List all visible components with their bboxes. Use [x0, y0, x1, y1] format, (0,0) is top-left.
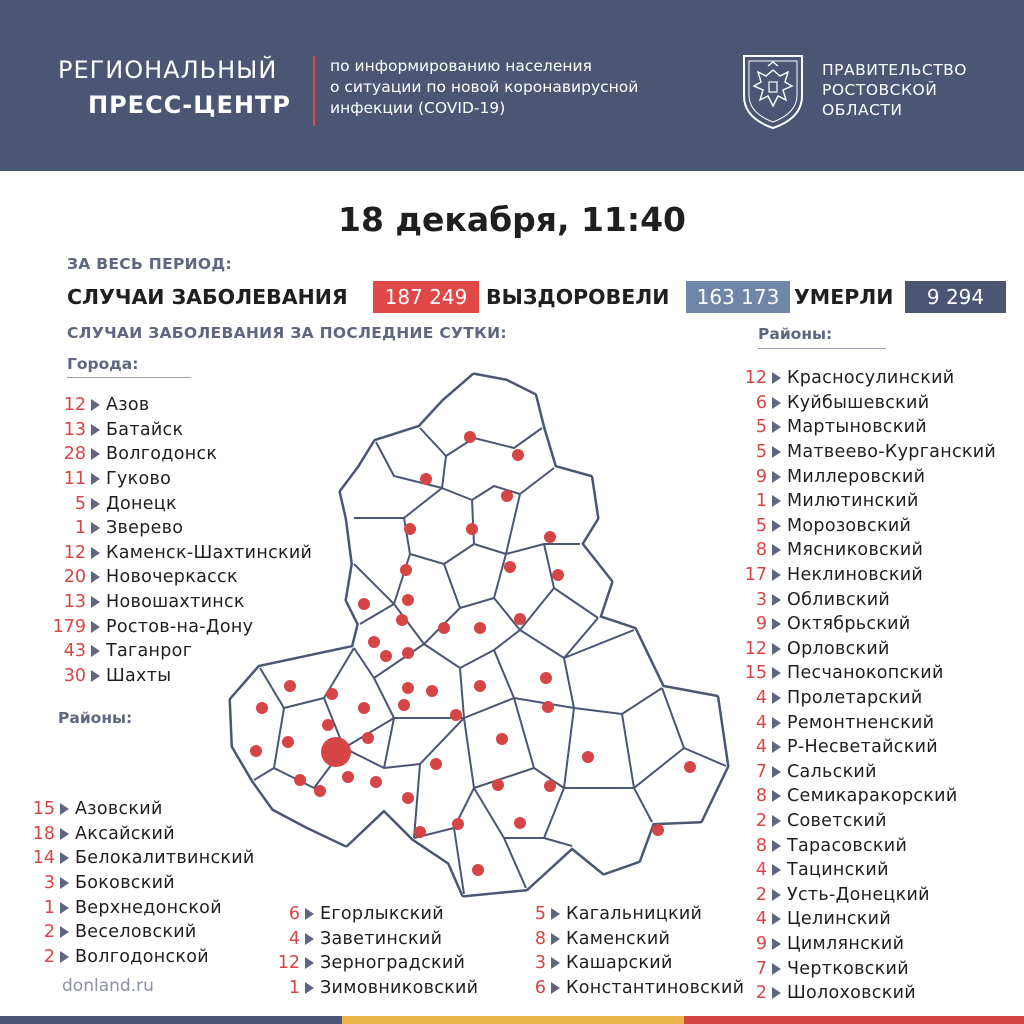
case-count: 4	[755, 712, 767, 733]
case-count: 8	[755, 835, 767, 856]
triangle-right-icon	[91, 399, 100, 411]
triangle-right-icon	[772, 372, 781, 384]
case-count: 6	[755, 392, 767, 413]
list-item	[740, 391, 996, 416]
locality-name: Аксайский	[75, 823, 175, 844]
locality-name: Верхнедонской	[75, 897, 222, 918]
districts-title-underline	[758, 348, 886, 349]
case-count: 4	[755, 737, 767, 758]
deaths-value-badge: 9 294	[905, 281, 1006, 313]
recovered-label: ВЫЗДОРОВЕЛИ	[486, 285, 670, 309]
locality-name: Семикаракорский	[787, 786, 958, 807]
locality-name: Донецк	[106, 493, 177, 514]
locality-name: Мартыновский	[787, 417, 927, 438]
case-count: 13	[63, 592, 86, 613]
triangle-right-icon	[91, 596, 100, 608]
case-count: 3	[43, 873, 55, 894]
brand-title-line1: РЕГИОНАЛЬНЫЙ	[58, 56, 278, 84]
locality-name: Куйбышевский	[787, 392, 930, 413]
triangle-right-icon	[305, 908, 314, 920]
locality-name: Новошахтинск	[106, 592, 245, 613]
case-count: 6	[288, 904, 300, 925]
list-item	[22, 846, 255, 871]
triangle-right-icon	[91, 424, 100, 436]
triangle-right-icon	[772, 790, 781, 802]
case-count: 12	[63, 395, 86, 416]
daily-cases-label: СЛУЧАИ ЗАБОЛЕВАНИЯ ЗА ПОСЛЕДНИЕ СУТКИ:	[67, 324, 507, 342]
list-item	[740, 415, 996, 440]
case-count: 5	[755, 515, 767, 536]
case-count: 6	[534, 978, 546, 999]
list-item	[740, 784, 996, 809]
case-count: 2	[43, 946, 55, 967]
case-count: 1	[74, 518, 86, 539]
list-item	[740, 514, 996, 539]
triangle-right-icon	[772, 643, 781, 655]
triangle-right-icon	[772, 692, 781, 704]
case-count: 9	[755, 614, 767, 635]
government-name-line: ПРАВИТЕЛЬСТВО	[822, 61, 968, 79]
triangle-right-icon	[60, 803, 69, 815]
triangle-right-icon	[772, 963, 781, 975]
triangle-right-icon	[772, 815, 781, 827]
triangle-right-icon	[305, 933, 314, 945]
list-item	[740, 809, 996, 834]
locality-name: Матвеево-Курганский	[787, 442, 997, 463]
triangle-right-icon	[91, 670, 100, 682]
triangle-right-icon	[305, 982, 314, 994]
locality-name: Мясниковский	[787, 540, 924, 561]
case-count: 14	[32, 848, 55, 869]
triangle-right-icon	[772, 397, 781, 409]
triangle-right-icon	[91, 522, 100, 534]
triangle-right-icon	[60, 951, 69, 963]
region-map	[224, 368, 744, 908]
case-count: 15	[744, 663, 767, 684]
list-item	[22, 895, 255, 920]
recovered-value-badge: 163 173	[686, 281, 790, 313]
brand-divider	[313, 56, 315, 126]
triangle-right-icon	[772, 421, 781, 433]
triangle-right-icon	[91, 621, 100, 633]
list-item	[740, 489, 996, 514]
list-item	[270, 951, 478, 976]
case-count: 7	[755, 761, 767, 782]
case-count: 43	[63, 641, 86, 662]
locality-name: Азов	[106, 395, 150, 416]
triangle-right-icon	[91, 498, 100, 510]
locality-name: Каменский	[566, 928, 671, 949]
locality-name: Азовский	[75, 799, 163, 820]
locality-name: Тарасовский	[787, 835, 908, 856]
list-item	[740, 932, 996, 957]
locality-name: Шахты	[106, 665, 172, 686]
triangle-right-icon	[772, 717, 781, 729]
locality-name: Егорлыкский	[320, 904, 444, 925]
triangle-right-icon	[60, 877, 69, 889]
list-item	[740, 710, 996, 735]
case-count: 8	[534, 928, 546, 949]
locality-name: Тацинский	[787, 860, 889, 881]
case-count: 28	[63, 444, 86, 465]
footer-url: donland.ru	[62, 976, 154, 996]
list-item	[740, 686, 996, 711]
list-item	[740, 882, 996, 907]
locality-name: Гуково	[106, 469, 172, 490]
list-item	[740, 563, 996, 588]
triangle-right-icon	[91, 571, 100, 583]
triangle-right-icon	[772, 594, 781, 606]
case-count: 11	[63, 469, 86, 490]
case-count: 3	[534, 953, 546, 974]
triangle-right-icon	[551, 908, 560, 920]
locality-name: Орловский	[787, 638, 890, 659]
districts-right-title: Районы:	[758, 325, 833, 343]
case-count: 2	[755, 810, 767, 831]
brand-description-line: о ситуации по новой коронавирусной	[330, 78, 639, 96]
locality-name: Ремонтненский	[787, 712, 935, 733]
cases-value-badge: 187 249	[373, 281, 479, 313]
brand-title-line2: ПРЕСС-ЦЕНТР	[88, 91, 291, 119]
footer-stripe-blue	[0, 1016, 342, 1024]
locality-name: Новочеркасск	[106, 567, 238, 588]
locality-name: Усть-Донецкий	[787, 884, 930, 905]
brand-description-line: инфекции (COVID-19)	[330, 99, 506, 117]
districts-list-left	[22, 797, 255, 969]
report-date: 18 декабря, 11:40	[337, 200, 687, 239]
triangle-right-icon	[60, 902, 69, 914]
locality-name: Красносулинский	[787, 368, 955, 389]
triangle-right-icon	[772, 667, 781, 679]
list-item	[22, 945, 255, 970]
list-item	[740, 760, 996, 785]
triangle-right-icon	[551, 933, 560, 945]
locality-name: Сальский	[787, 761, 877, 782]
list-item	[740, 735, 996, 760]
brand-description	[330, 56, 638, 119]
case-count: 17	[744, 565, 767, 586]
cases-label: СЛУЧАИ ЗАБОЛЕВАНИЯ	[67, 285, 348, 309]
locality-name: Боковский	[75, 873, 175, 894]
case-count: 3	[755, 589, 767, 610]
list-item	[22, 920, 255, 945]
coat-of-arms-icon	[738, 52, 808, 130]
brand-description-line: по информированию населения	[330, 57, 592, 75]
triangle-right-icon	[772, 495, 781, 507]
list-item	[740, 637, 996, 662]
triangle-right-icon	[60, 852, 69, 864]
case-count: 5	[755, 417, 767, 438]
case-count: 12	[63, 542, 86, 563]
list-item	[740, 833, 996, 858]
case-count: 8	[755, 540, 767, 561]
case-count: 20	[63, 567, 86, 588]
list-item	[740, 956, 996, 981]
case-count: 7	[755, 958, 767, 979]
footer-stripe-yellow	[342, 1016, 684, 1024]
case-count: 1	[43, 897, 55, 918]
case-count: 4	[755, 860, 767, 881]
districts-list-right	[740, 366, 996, 1005]
triangle-right-icon	[772, 618, 781, 630]
case-count: 4	[288, 928, 300, 949]
locality-name: Константиновский	[566, 978, 745, 999]
government-name-line: РОСТОВСКОЙ	[822, 81, 938, 99]
locality-name: Волгодонск	[106, 444, 218, 465]
list-item	[740, 440, 996, 465]
locality-name: Зверево	[106, 518, 184, 539]
triangle-right-icon	[91, 448, 100, 460]
list-item	[740, 907, 996, 932]
case-count: 4	[755, 688, 767, 709]
case-count: 9	[755, 933, 767, 954]
case-count: 179	[52, 616, 86, 637]
locality-name: Заветинский	[320, 928, 443, 949]
triangle-right-icon	[551, 982, 560, 994]
locality-name: Волгодонской	[75, 946, 209, 967]
list-item	[740, 464, 996, 489]
list-item	[22, 822, 255, 847]
locality-name: Советский	[787, 810, 887, 831]
locality-name: Белокалитвинский	[75, 848, 255, 869]
list-item	[516, 951, 744, 976]
locality-name: Неклиновский	[787, 565, 924, 586]
districts-list-middle-1	[270, 902, 478, 1000]
triangle-right-icon	[91, 645, 100, 657]
case-count: 13	[63, 419, 86, 440]
locality-name: Веселовский	[75, 922, 197, 943]
footer-stripe-red	[684, 1016, 1024, 1024]
locality-name: Милютинский	[787, 491, 919, 512]
triangle-right-icon	[60, 926, 69, 938]
triangle-right-icon	[772, 446, 781, 458]
triangle-right-icon	[772, 520, 781, 532]
government-name	[822, 60, 967, 120]
districts-left-title: Районы:	[58, 709, 133, 727]
list-item	[270, 927, 478, 952]
period-label: ЗА ВЕСЬ ПЕРИОД:	[67, 255, 232, 273]
triangle-right-icon	[91, 473, 100, 485]
cities-title-underline	[67, 377, 191, 378]
list-item	[740, 538, 996, 563]
locality-name: Обливский	[787, 589, 891, 610]
locality-name: Цимлянский	[787, 933, 905, 954]
case-count: 5	[74, 493, 86, 514]
triangle-right-icon	[772, 864, 781, 876]
cities-title: Города:	[67, 355, 139, 373]
triangle-right-icon	[772, 913, 781, 925]
locality-name: Песчанокопский	[787, 663, 944, 684]
case-count: 9	[755, 466, 767, 487]
locality-name: Р-Несветайский	[787, 737, 938, 758]
triangle-right-icon	[772, 889, 781, 901]
locality-name: Пролетарский	[787, 688, 923, 709]
triangle-right-icon	[772, 987, 781, 999]
header-banner	[0, 0, 1024, 171]
triangle-right-icon	[772, 569, 781, 581]
list-item	[740, 366, 996, 391]
case-count: 12	[744, 638, 767, 659]
locality-name: Морозовский	[787, 515, 912, 536]
locality-name: Шолоховский	[787, 983, 916, 1004]
case-count: 30	[63, 665, 86, 686]
triangle-right-icon	[772, 741, 781, 753]
case-count: 18	[32, 823, 55, 844]
locality-name: Октябрьский	[787, 614, 911, 635]
case-count: 12	[744, 368, 767, 389]
case-count: 2	[43, 922, 55, 943]
locality-name: Кагальницкий	[566, 904, 703, 925]
triangle-right-icon	[772, 544, 781, 556]
list-item	[516, 927, 744, 952]
list-item	[740, 981, 996, 1006]
list-item	[516, 976, 744, 1001]
case-count: 8	[755, 786, 767, 807]
deaths-label: УМЕРЛИ	[794, 285, 894, 309]
districts-list-middle-2	[516, 902, 744, 1000]
case-count: 1	[755, 491, 767, 512]
case-count: 5	[534, 904, 546, 925]
locality-name: Батайск	[106, 419, 184, 440]
list-item	[22, 797, 255, 822]
triangle-right-icon	[305, 957, 314, 969]
list-item	[740, 612, 996, 637]
locality-name: Зерноградский	[320, 953, 466, 974]
case-count: 15	[32, 799, 55, 820]
triangle-right-icon	[772, 840, 781, 852]
case-count: 1	[288, 978, 300, 999]
locality-name: Каменск-Шахтинский	[106, 542, 313, 563]
list-item	[270, 976, 478, 1001]
locality-name: Целинский	[787, 909, 891, 930]
government-name-line: ОБЛАСТИ	[822, 101, 903, 119]
triangle-right-icon	[772, 766, 781, 778]
locality-name: Зимовниковский	[320, 978, 479, 999]
triangle-right-icon	[772, 938, 781, 950]
triangle-right-icon	[772, 471, 781, 483]
locality-name: Таганрог	[106, 641, 193, 662]
triangle-right-icon	[91, 547, 100, 559]
triangle-right-icon	[551, 957, 560, 969]
case-count: 2	[755, 884, 767, 905]
case-count: 5	[755, 442, 767, 463]
locality-name: Ростов-на-Дону	[106, 616, 254, 637]
case-count: 4	[755, 909, 767, 930]
list-item	[22, 871, 255, 896]
list-item	[740, 661, 996, 686]
list-item	[740, 858, 996, 883]
locality-name: Чертковский	[787, 958, 909, 979]
list-item	[740, 587, 996, 612]
case-count: 12	[277, 953, 300, 974]
triangle-right-icon	[60, 828, 69, 840]
locality-name: Миллеровский	[787, 466, 926, 487]
case-count: 2	[755, 983, 767, 1004]
locality-name: Кашарский	[566, 953, 673, 974]
